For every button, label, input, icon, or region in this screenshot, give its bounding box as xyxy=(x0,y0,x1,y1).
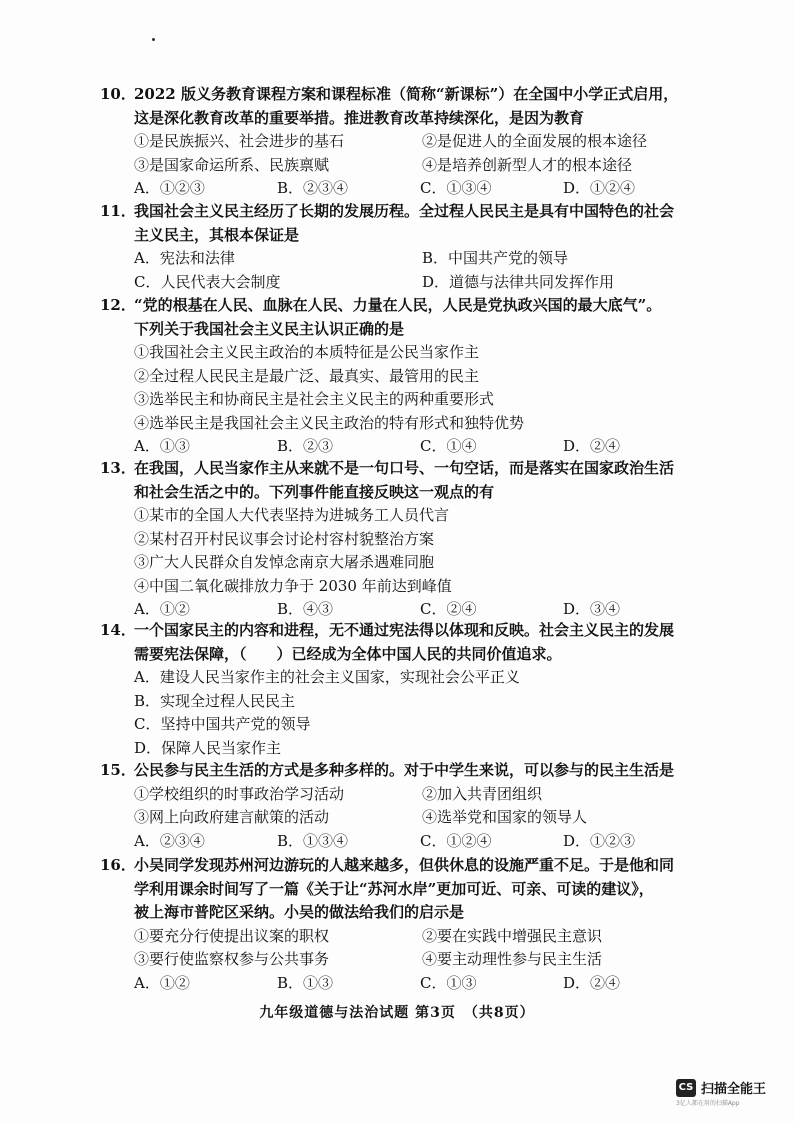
question-stem: 一个国家民主的内容和进程，无不通过宪法得以体现和反映。社会主义民主的发展 需要宪法保障，（ ）已经成为全体中国人民的共同价值追求。 xyxy=(134,621,675,663)
question-11 xyxy=(100,200,710,294)
statement-option: ②要在实践中增强民主意识 xyxy=(422,926,603,945)
statement-option: ④选举民主是我国社会主义民主政治的特有形式和独特优势 xyxy=(134,413,525,432)
question-stem: 在我国，人民当家作主从来就不是一句口号、一句空话，而是落实在国家政治生活 和社会生活之中的。下列事件能直接反映这一观点的有 xyxy=(134,459,675,501)
statement-option: ④中国二氧化碳排放力争于 2030 年前达到峰值 xyxy=(134,576,452,595)
answer-choice-c: C．①②④ xyxy=(420,831,492,850)
answer-choice-d: D．保障人民当家作主 xyxy=(134,738,282,757)
scan-speck xyxy=(152,38,155,41)
statement-option: ②是促进人的全面发展的根本途径 xyxy=(422,132,648,150)
statement-option: ①某市的全国人大代表坚持为进城务工人员代言 xyxy=(134,506,450,524)
question-number: 12． xyxy=(100,296,136,314)
answer-choice-c: C．②④ xyxy=(420,600,477,618)
answer-choice-a: A．①② xyxy=(134,973,190,992)
question-number: 11． xyxy=(100,202,136,220)
statement-option: ③广大人民群众自发悼念南京大屠杀遇难同胞 xyxy=(134,553,435,571)
answer-choice-a: A．建设人民当家作主的社会主义国家，实现社会公平正义 xyxy=(134,668,520,686)
answer-choice-c: C．人民代表大会制度 xyxy=(134,272,281,291)
answer-choice-b: B．④③ xyxy=(277,600,334,618)
statement-option: ③要行使监察权参与公共事务 xyxy=(134,950,330,968)
answer-choice-d: D．①②③ xyxy=(563,831,636,850)
answer-choice-a: A．①②③ xyxy=(134,179,205,197)
answer-choice-b: B．②③④ xyxy=(277,179,349,197)
answer-choice-a: A．①③ xyxy=(134,437,190,455)
answer-choice-c: C．坚持中国共产党的领导 xyxy=(134,715,311,733)
statement-option: ③选举民主和协商民主是社会主义民主的两种重要形式 xyxy=(134,390,495,408)
statement-option: ①要充分行使提出议案的职权 xyxy=(134,926,330,945)
answer-choice-b: B．①③④ xyxy=(277,831,349,850)
question-15 xyxy=(100,759,710,853)
question-number: 15． xyxy=(100,761,136,779)
answer-choice-b: B．实现全过程人民民主 xyxy=(134,691,296,710)
question-number: 16． xyxy=(100,856,136,874)
answer-choice-d: D．②④ xyxy=(563,437,621,455)
question-14 xyxy=(100,619,710,760)
answer-choice-c: C．①③ xyxy=(420,973,477,992)
answer-choice-b: B．①③ xyxy=(277,973,334,992)
statement-option: ④是培养创新型人才的根本途径 xyxy=(422,155,633,174)
page-footer: 九年级道德与法治试题 第3页 （共8页） xyxy=(259,1005,535,1021)
question-number: 10． xyxy=(100,85,136,103)
answer-choice-d: D．③④ xyxy=(563,600,621,618)
question-10 xyxy=(100,83,710,201)
statement-option: ③网上向政府建言献策的活动 xyxy=(134,808,330,826)
answer-choice-d: D．①②④ xyxy=(563,179,636,197)
answer-choice-a: A．②③④ xyxy=(134,831,205,850)
answer-choice-a: A．宪法和法律 xyxy=(134,249,235,267)
statement-option: ③是国家命运所系、民族禀赋 xyxy=(134,155,330,174)
statement-option: ②全过程人民民主是最广泛、最真实、最管用的民主 xyxy=(134,366,480,385)
question-12 xyxy=(100,294,710,459)
statement-option: ①我国社会主义民主政治的本质特征是公民当家作主 xyxy=(134,343,480,361)
question-stem: “党的根基在人民、血脉在人民、力量在人民，人民是党执政兴国的最大底气”。 下列关于我国社会主义民主认识正确的是 xyxy=(134,296,662,338)
question-16 xyxy=(100,854,710,995)
question-stem: 公民参与民主生活的方式是多种多样的。对于中学生来说，可以参与的民主生活是 xyxy=(134,761,675,779)
camscanner-logo-icon: CS xyxy=(676,1079,696,1097)
answer-choice-c: C．①③④ xyxy=(420,179,492,197)
answer-choice-d: D．道德与法律共同发挥作用 xyxy=(422,272,615,291)
answer-choice-d: D．②④ xyxy=(563,973,621,992)
question-stem: 小吴同学发现苏州河边游玩的人越来越多，但供休息的设施严重不足。于是他和同 学利用课余时间写了一篇《关于让“苏河水岸”更加可近、可亲、可读的建议》， 被上海市普陀区采纳。小吴的做法给我们的启示是 xyxy=(134,856,675,921)
question-stem: 2022 版义务教育课程方案和课程标准（简称“新课标”）在全国中小学正式启用， 这是深化教育改革的重要举措。推进教育改革持续深化，是因为教育 xyxy=(134,85,679,127)
watermark-tagline: 3亿人都在用的扫描App xyxy=(676,1100,740,1107)
statement-option: ④要主动理性参与民主生活 xyxy=(422,950,603,968)
statement-option: ②加入共青团组织 xyxy=(422,784,543,803)
statement-option: ④选举党和国家的领导人 xyxy=(422,808,588,826)
question-stem: 我国社会主义民主经历了长期的发展历程。全过程人民民主是具有中国特色的社会 主义民主，其根本保证是 xyxy=(134,202,675,244)
answer-choice-b: B．中国共产党的领导 xyxy=(422,249,569,267)
question-13 xyxy=(100,457,710,622)
watermark-name: 扫描全能王 xyxy=(701,1082,767,1097)
answer-choice-a: A．①② xyxy=(134,600,190,618)
scanner-watermark xyxy=(676,1078,766,1097)
statement-option: ②某村召开村民议事会讨论村容村貌整治方案 xyxy=(134,529,435,548)
question-number: 13． xyxy=(100,459,136,477)
statement-option: ①是民族振兴、社会进步的基石 xyxy=(134,132,345,150)
question-number: 14． xyxy=(100,621,136,639)
answer-choice-b: B．②③ xyxy=(277,437,334,455)
answer-choice-c: C．①④ xyxy=(420,437,477,455)
statement-option: ①学校组织的时事政治学习活动 xyxy=(134,784,345,803)
